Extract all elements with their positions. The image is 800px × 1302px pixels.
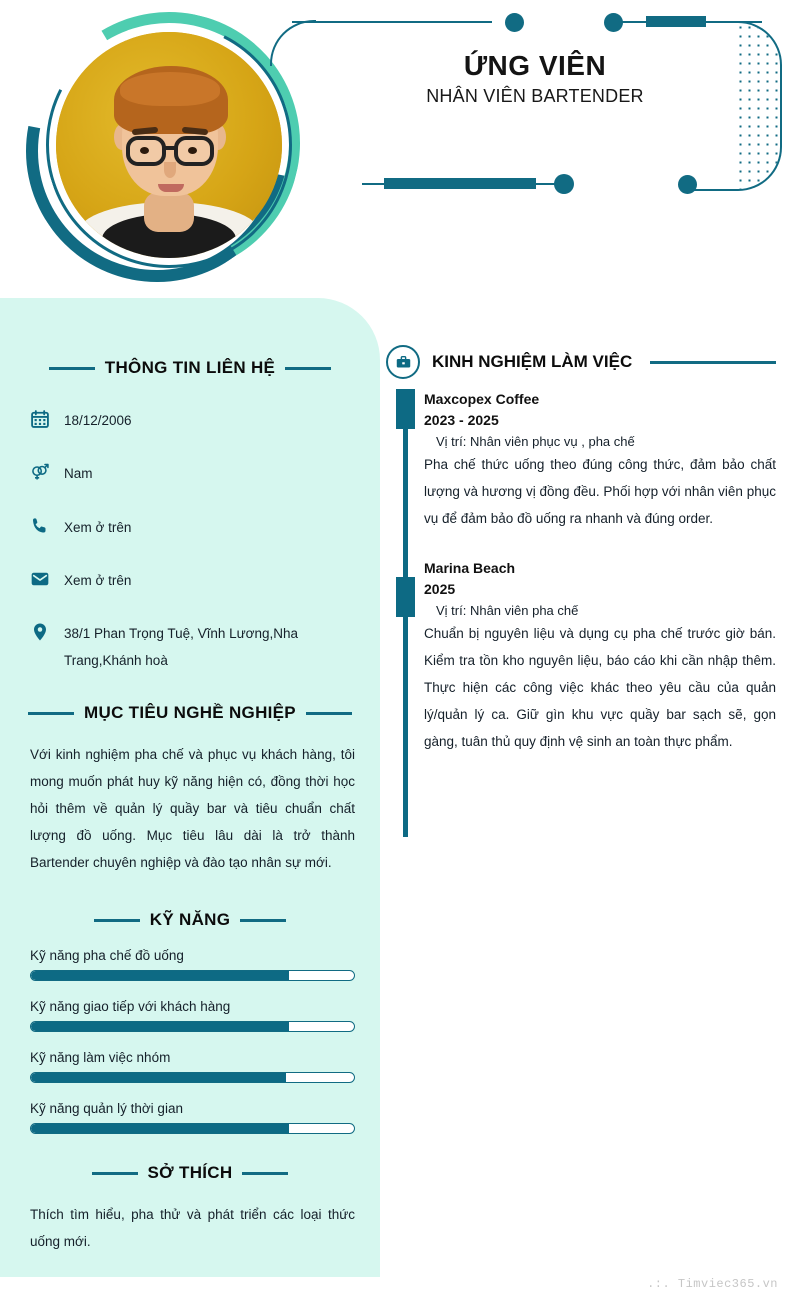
divider-dash-left [49, 367, 95, 370]
hobby-text: Thích tìm hiểu, pha thử và phát triển các loại thức uống mới. [30, 1207, 355, 1249]
briefcase-icon [386, 345, 420, 379]
experience-description: Chuẩn bị nguyên liệu và dụng cụ pha chế trước giờ bán. Kiểm tra tồn kho nguyên liệu, báo cáo khi cần nhập thêm. Thực hiện các công việc khác theo yêu cầu của quản lý/quản lý ca. Giữ gìn khu vực quầy bar sạch sẽ, gọn gàng, tuân thủ quy định vệ sinh an toàn thực phẩm. [424, 626, 776, 749]
divider-dash-left [92, 1172, 138, 1175]
skill-item [30, 1050, 355, 1083]
contact-item-gender [30, 461, 355, 487]
experience-item [386, 385, 776, 532]
gender-value: Nam [64, 466, 93, 482]
main-content [386, 345, 776, 755]
objective-section-header [30, 703, 350, 723]
skill-progress-fill [31, 971, 289, 980]
experience-years: 2025 [424, 581, 456, 597]
divider-dash-right [240, 919, 286, 922]
experience-section-title: KINH NGHIỆM LÀM VIỆC [432, 352, 633, 371]
skills-section-title: KỸ NĂNG [149, 910, 231, 929]
decor-dot-1 [505, 13, 524, 32]
skills-list [30, 948, 355, 1152]
skill-progress-track [30, 1123, 355, 1134]
experience-years: 2023 - 2025 [424, 412, 499, 428]
decor-dot-3 [678, 175, 697, 194]
email-icon [30, 569, 50, 589]
contact-section-header [30, 358, 350, 378]
decor-dot-4 [554, 174, 574, 194]
skill-label: Kỹ năng giao tiếp với khách hàng [30, 999, 231, 1014]
candidate-role: NHÂN VIÊN BARTENDER [426, 86, 644, 106]
location-icon [30, 622, 50, 642]
address-value: 38/1 Phan Trọng Tuệ, Vĩnh Lương,Nha Trang,Khánh hoà [64, 626, 299, 668]
skill-progress-track [30, 1072, 355, 1083]
contact-item-address [30, 621, 355, 674]
skill-progress-fill [31, 1022, 289, 1031]
experience-description: Pha chế thức uống theo đúng công thức, đảm bảo chất lượng và hương vị đồng đều. Phối hợp với nhân viên phục vụ để đảm bảo đồ uống ra nhanh và đúng order. [424, 457, 776, 526]
contact-item-birthdate [30, 408, 355, 434]
skill-progress-fill [31, 1124, 289, 1133]
gender-icon [30, 462, 50, 482]
hobby-section-header [30, 1163, 350, 1183]
skills-section-header [30, 910, 350, 930]
objective-section-title: MỤC TIÊU NGHỀ NGHIỆP [84, 703, 296, 722]
phone-value: Xem ở trên [64, 519, 132, 535]
experience-item [386, 532, 776, 755]
divider-dash-right [306, 712, 352, 715]
divider-dash-right [242, 1172, 288, 1175]
calendar-icon [30, 409, 50, 429]
skill-label: Kỹ năng làm việc nhóm [30, 1050, 171, 1065]
skill-progress-track [30, 970, 355, 981]
email-value: Xem ở trên [64, 572, 132, 588]
watermark: .:. Timviec365.vn [647, 1277, 778, 1291]
divider-dash-left [94, 919, 140, 922]
candidate-name: ỨNG VIÊN [463, 50, 607, 81]
contact-list [30, 408, 355, 701]
skill-label: Kỹ năng quản lý thời gian [30, 1101, 183, 1116]
experience-position: Vị trí: Nhân viên phục vụ , pha chế [436, 434, 635, 449]
decor-dot-2 [604, 13, 623, 32]
cv-header [0, 0, 800, 295]
avatar [56, 32, 282, 258]
skill-progress-fill [31, 1073, 286, 1082]
title-block [300, 50, 770, 107]
divider-dash-right [650, 361, 776, 364]
skill-item [30, 999, 355, 1032]
skill-progress-track [30, 1021, 355, 1032]
birthdate-value: 18/12/2006 [64, 413, 132, 428]
phone-icon [30, 516, 50, 536]
sidebar [0, 298, 380, 1277]
contact-item-email [30, 568, 355, 594]
experience-company: Maxcopex Coffee [424, 391, 540, 407]
hobby-section-title: SỞ THÍCH [147, 1163, 233, 1182]
decor-line-top [292, 21, 492, 23]
divider-dash-left [28, 712, 74, 715]
contact-item-phone [30, 515, 355, 541]
decor-bar-bottom [384, 178, 536, 189]
experience-company: Marina Beach [424, 560, 516, 576]
divider-dash-right [285, 367, 331, 370]
skill-item [30, 948, 355, 981]
experience-position: Vị trí: Nhân viên pha chế [436, 603, 579, 618]
experience-section-header [386, 345, 776, 379]
skill-item [30, 1101, 355, 1134]
contact-section-title: THÔNG TIN LIÊN HỆ [104, 358, 276, 377]
skill-label: Kỹ năng pha chế đồ uống [30, 948, 184, 963]
objective-text: Với kinh nghiệm pha chế và phục vụ khách hàng, tôi mong muốn phát huy kỹ năng hiện có, đồng thời học hỏi thêm về quản lý quầy bar và tiêu chuẩn chất lượng đồ uống. Mục tiêu lâu dài là trở thành Bartender chuyên nghiệp và đào tạo nhân sự mới. [30, 747, 355, 870]
profile-photo-group [18, 10, 308, 295]
